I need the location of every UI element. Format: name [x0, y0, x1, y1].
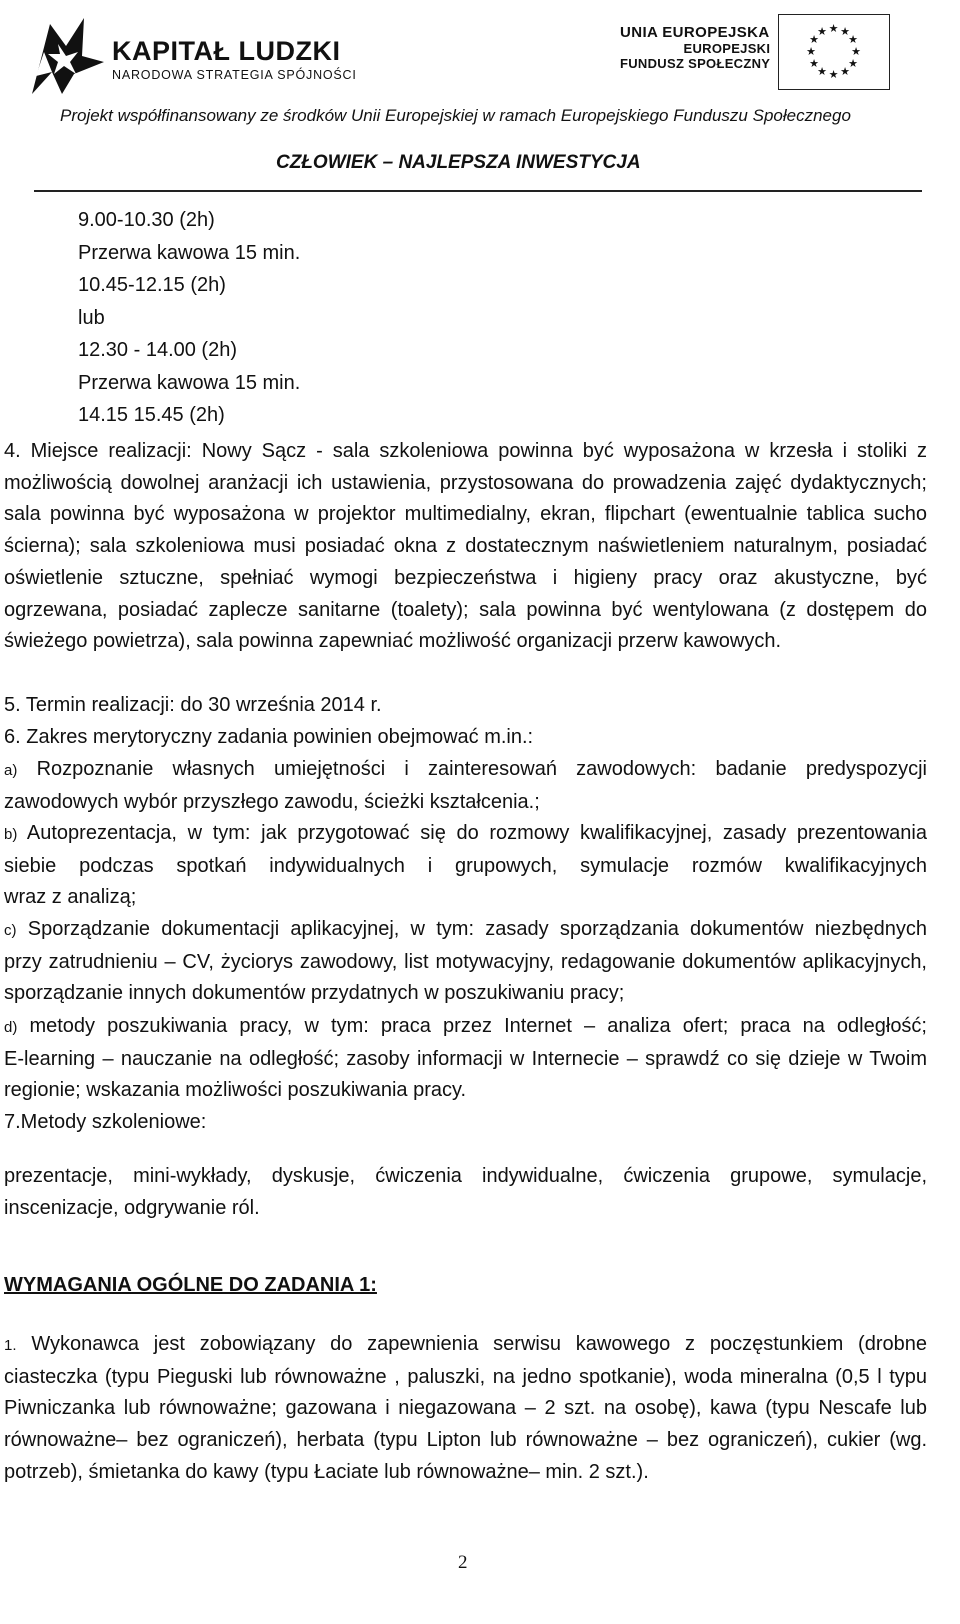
scope-item-c: [4, 914, 927, 1010]
svg-text:★: ★: [848, 33, 858, 46]
eu-flag-icon: [778, 14, 890, 90]
schedule-item: 12.30 - 14.00 (2h): [78, 339, 237, 361]
page-number: 2: [458, 1552, 468, 1573]
text-line: prezentacje, mini-wykłady, dyskusje, ćwiczenia indywidualne, ćwiczenia grupowe, symulacje,: [4, 1165, 927, 1187]
text-line: sporządzanie innych dokumentów przydatnych w poszukiwaniu pracy;: [4, 982, 625, 1005]
text-line: sala powinna być wyposażona w projektor multimedialny, ekran, flipchart (ewentualnie tablica sucho: [4, 503, 927, 526]
section-4-venue: [4, 436, 927, 658]
text-line: siebie podczas spotkań indywidualnych i grupowych, symulacje rozmów kwalifikacyjnych: [4, 854, 927, 877]
schedule-list: [78, 204, 300, 432]
text-line: świeżego powietrza), sala powinna zapewniać możliwość organizacji przerw kawowych.: [4, 630, 782, 653]
item-marker: 1.: [4, 1337, 17, 1354]
svg-text:★: ★: [817, 65, 827, 78]
header-divider: [34, 190, 922, 192]
item-text: Rozpoznanie własnych umiejętności i zainteresowań zawodowych: badanie predyspozycji: [36, 758, 928, 780]
text-line: regionie; wskazania możliwości poszukiwania pracy.: [4, 1079, 467, 1102]
item-text: Wykonawca jest zobowiązany do zapewnienia serwisu kawowego z poczęstunkiem (drobne: [31, 1333, 927, 1355]
svg-text:★: ★: [809, 33, 819, 46]
item-marker: b): [4, 826, 18, 843]
text-line: oświetlenie sztuczne, spełniać wymogi bezpieczeństwa i higieny pracy oraz akustyczne, być: [4, 566, 927, 589]
project-cofinancing-line: Projekt współfinansowany ze środków Unii Europejskiej w ramach Europejskiego Funduszu Społecznego: [60, 106, 851, 125]
svg-text:★: ★: [840, 25, 850, 38]
schedule-item: 9.00-10.30 (2h): [78, 209, 215, 231]
kapital-ludzki-emblem-icon: [22, 16, 106, 96]
svg-text:★: ★: [851, 45, 861, 58]
schedule-item: Przerwa kawowa 15 min.: [78, 241, 301, 264]
logo-title: KAPITAŁ LUDZKI: [112, 36, 341, 66]
svg-text:★: ★: [817, 25, 827, 38]
text-line: przy zatrudnieniu – CV, życiorys zawodowy, list motywacyjny, redagowanie dokumentów aplikacyjnych,: [4, 950, 927, 973]
section-6-scope-heading: 6. Zakres merytoryczny zadania powinien obejmować m.in.:: [4, 726, 534, 748]
text-line: Piwniczanka lub równoważne; gazowana i niegazowana – 2 szt. na osobę), kawa (typu Nescafe lub: [4, 1397, 927, 1420]
section-7-methods-heading: 7.Metody szkoleniowe:: [4, 1111, 207, 1133]
requirement-1: [4, 1329, 927, 1489]
text-line: 4. Miejsce realizacji: Nowy Sącz - sala szkoleniowa powinna być wyposażona w krzesła i stoliki z: [4, 440, 927, 462]
svg-text:★: ★: [840, 65, 850, 78]
eu-line-3: FUNDUSZ SPOŁECZNY: [620, 56, 771, 71]
svg-text:★: ★: [806, 45, 816, 58]
item-text: Sporządzanie dokumentacji aplikacyjnej, w tym: zasady sporządzania dokumentów niezbędnych: [27, 918, 927, 940]
svg-text:★: ★: [828, 68, 839, 81]
schedule-item: Przerwa kawowa 15 min.: [78, 371, 301, 394]
text-line: równoważne– bez ograniczeń), herbata (typu Lipton lub równoważne – bez ograniczeń), cukier (wg.: [4, 1429, 927, 1452]
eu-line-2: EUROPEJSKI: [683, 41, 771, 56]
schedule-item: 10.45-12.15 (2h): [78, 274, 226, 296]
text-line: E-learning – nauczanie na odległość; zasoby informacji w Internecie – sprawdź co się dzieje w Twoim: [4, 1047, 927, 1070]
text-line: ciasteczka (typu Pieguski lub równoważne , paluszki, na jedno spotkanie), woda mineralna (0,5 l typu: [4, 1365, 927, 1388]
item-text: metody poszukiwania pracy, w tym: praca przez Internet – analiza ofert; praca na odległość;: [29, 1015, 927, 1037]
slogan: CZŁOWIEK – NAJLEPSZA INWESTYCJA: [276, 152, 641, 173]
scope-item-a: [4, 754, 927, 818]
training-methods: [4, 1161, 927, 1224]
item-marker: a): [4, 762, 18, 779]
eu-text-block: [620, 24, 770, 71]
kapital-ludzki-logo: [22, 16, 106, 96]
text-line: wraz z analizą;: [4, 886, 137, 909]
text-line: możliwością dowolnej aranżacji ich ustawienia, przystosowana do prowadzenia zajęć dydaktycznych;: [4, 471, 927, 494]
section-5-deadline: 5. Termin realizacji: do 30 września 2014 r.: [4, 694, 382, 716]
scope-item-b: [4, 818, 927, 914]
text-line: zawodowych wybór przyszłego zawodu, ścieżki kształcenia.;: [4, 790, 540, 813]
text-line: potrzeb), śmietanka do kawy (typu Łaciate lub równoważne– min. 2 szt.).: [4, 1460, 649, 1483]
svg-text:★: ★: [809, 57, 819, 70]
eu-line-1: UNIA EUROPEJSKA: [620, 24, 770, 41]
logo-subtitle: NARODOWA STRATEGIA SPÓJNOŚCI: [112, 68, 357, 82]
svg-text:★: ★: [828, 22, 839, 35]
text-line: ścierna); sala szkoleniowa musi posiadać okna z dostatecznym naświetleniem naturalnym, posiadać: [4, 535, 927, 558]
schedule-item: 14.15 15.45 (2h): [78, 404, 225, 426]
scope-item-d: [4, 1011, 927, 1107]
schedule-item: lub: [78, 306, 105, 329]
item-marker: d): [4, 1019, 18, 1036]
requirements-heading: WYMAGANIA OGÓLNE DO ZADANIA 1:: [4, 1274, 377, 1296]
svg-text:★: ★: [848, 57, 858, 70]
text-line: inscenizacje, odgrywanie ról.: [4, 1196, 260, 1219]
item-marker: c): [4, 922, 17, 939]
text-line: ogrzewana, posiadać zaplecze sanitarne (toalety); sala powinna być wentylowana (z dostępem do: [4, 598, 927, 621]
item-text: Autoprezentacja, w tym: jak przygotować się do rozmowy kwalifikacyjnej, zasady prezentowania: [26, 822, 927, 844]
